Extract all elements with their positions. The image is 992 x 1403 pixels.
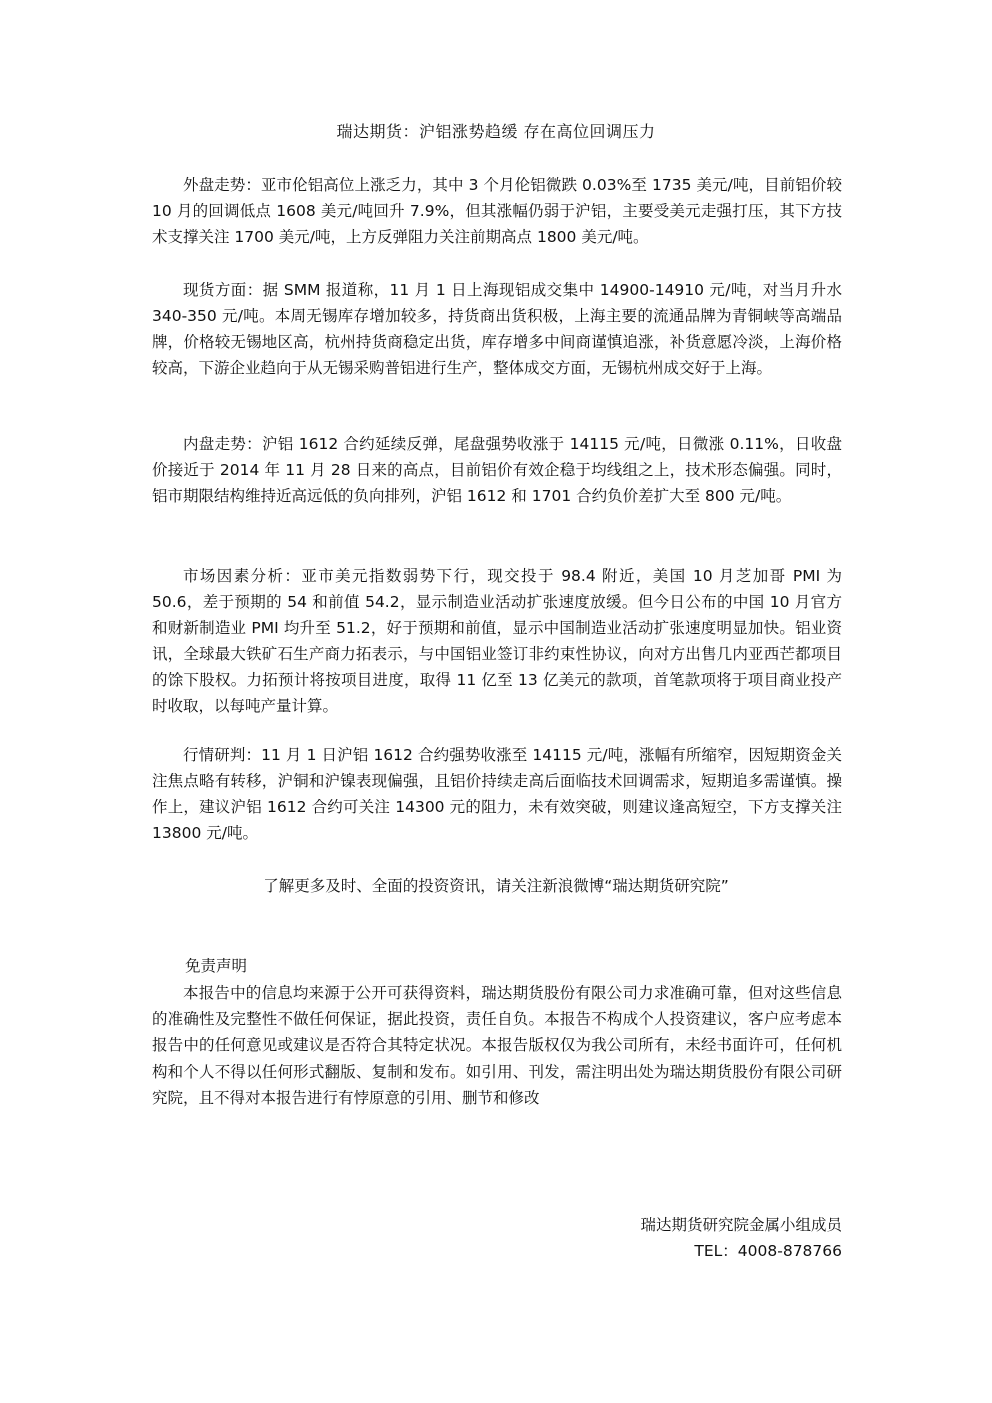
disclaimer-body: 本报告中的信息均来源于公开可获得资料，瑞达期货股份有限公司力求准确可靠，但对这些信息的准确性及完整性不做任何保证，据此投资，责任自负。本报告不构成个人投资建议，客户应考虑本报告中的任何意见或建议是否符合其特定状况。本报告版权仅为我公司所有，未经书面许可，任何机构和个人不得以任何形式翻版、复制和发布。如引用、刊发，需注明出处为瑞达期货股份有限公司研究院，且不得对本报告进行有悖原意的引用、删节和修改	[152, 984, 842, 1107]
paragraph-market-factors: 市场因素分析：亚市美元指数弱势下行，现交投于 98.4 附近，美国 10 月芝加哥 PMI 为 50.6，差于预期的 54 和前值 54.2，显示制造业活动扩张速度放缓。但今日公布的中国 10 月官方和财新制造业 PMI 均升至 51.2，好于预期和前值，显示中国制造业活动扩张速度明显加快。铝业资讯，全球最大铁矿石生产商力拓表示，与中国铝业签订非约束性协议，向对方出售几内亚西芒都项目的馀下股权。力拓预计将按项目进度，取得 11 亿至 13 亿美元的款项，首笔款项将于项目商业投产时收取，以每吨产量计算。	[152, 567, 842, 715]
paragraph-overseas-market: 外盘走势：亚市伦铝高位上涨乏力，其中 3 个月伦铝微跌 0.03%至 1735 美元/吨，目前铝价较 10 月的回调低点 1608 美元/吨回升 7.9%，但其涨幅仍弱于沪铝，主要受美元走强打压，其下方技术支撑关注 1700 美元/吨，上方反弹阻力关注前期高点 1800 美元/吨。	[152, 176, 842, 246]
signature-team: 瑞达期货研究院金属小组成员	[640, 1216, 842, 1234]
weibo-notice: 了解更多及时、全面的投资资讯，请关注新浪微博“瑞达期货研究院”	[263, 877, 729, 895]
disclaimer-title: 免责声明	[185, 957, 248, 975]
paragraph-domestic-market: 内盘走势：沪铝 1612 合约延续反弹，尾盘强势收涨于 14115 元/吨，日微涨 0.11%，日收盘价接近于 2014 年 11 月 28 日来的高点，目前铝价有效企稳于均线组之上，技术形态偏强。同时，铝市期限结构维持近高远低的负向排列，沪铝 1612 和 1701 合约负价差扩大至 800 元/吨。	[152, 435, 842, 505]
signature-block	[640, 1212, 842, 1264]
signature-tel: TEL：4008-878766	[694, 1242, 842, 1260]
paragraph-market-outlook: 行情研判：11 月 1 日沪铝 1612 合约强势收涨至 14115 元/吨，涨幅有所缩窄，因短期资金关注焦点略有转移，沪铜和沪镍表现偏强，且铝价持续走高后面临技术回调需求，短期追多需谨慎。操作上，建议沪铝 1612 合约可关注 14300 元的阻力，未有效突破，则建议逢高短空，下方支撑关注 13800 元/吨。	[152, 746, 842, 842]
document-title: 瑞达期货：沪铝涨势趋缓 存在高位回调压力	[336, 122, 656, 141]
paragraph-spot-market: 现货方面：据 SMM 报道称，11 月 1 日上海现铝成交集中 14900-14910 元/吨，对当月升水 340-350 元/吨。本周无锡库存增加较多，持货商出货积极，上海主要的流通品牌为青铜峡等高端品牌，价格较无锡地区高，杭州持货商稳定出货，库存增多中间商谨慎追涨，补货意愿冷淡，上海价格较高，下游企业趋向于从无锡采购普铝进行生产，整体成交方面，无锡杭州成交好于上海。	[152, 281, 842, 377]
